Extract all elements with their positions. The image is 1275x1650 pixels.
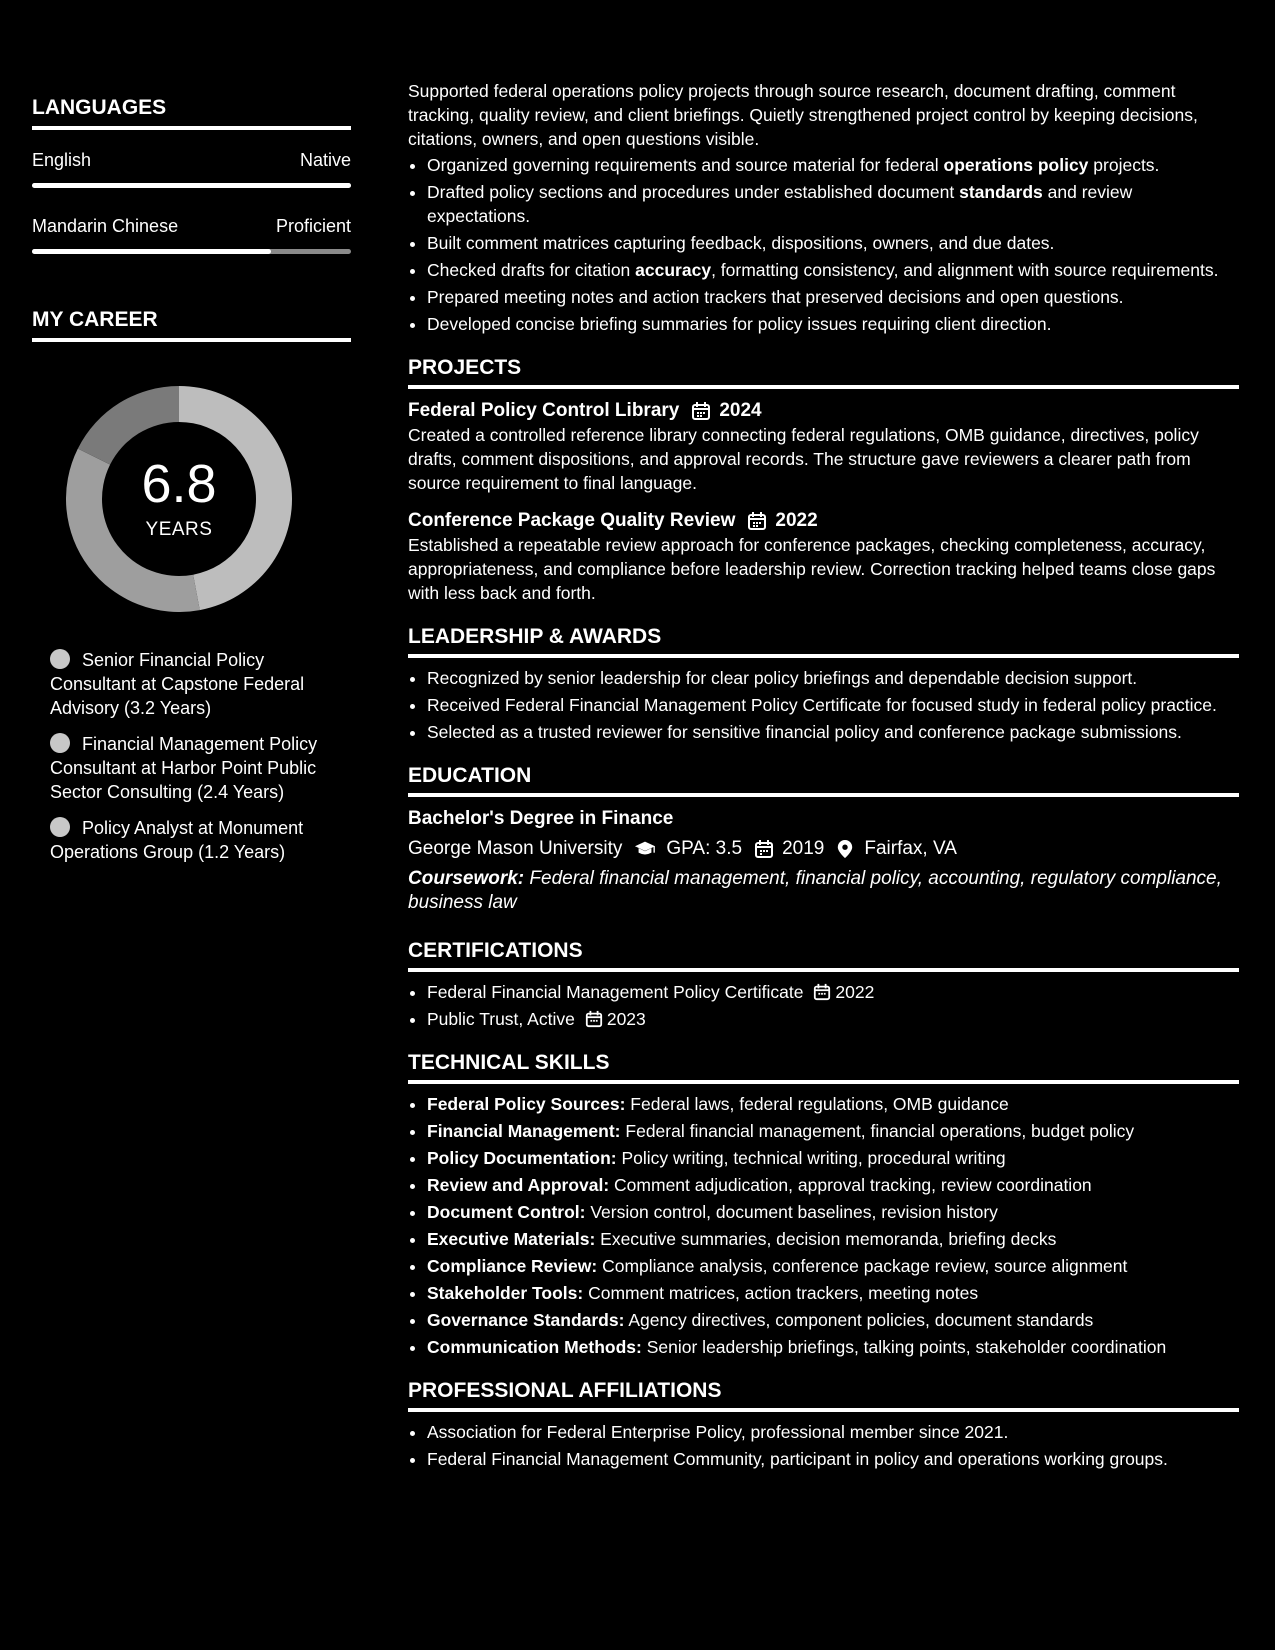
experience-bullets xyxy=(408,153,1239,336)
education-heading: EDUCATION xyxy=(408,762,1239,797)
experience-bullet: • Organized governing requirements and source material for federal operations policy projects. xyxy=(427,153,1239,177)
skill-item: • Financial Management: Federal financial management, financial operations, budget policy xyxy=(427,1119,1239,1143)
languages-list xyxy=(32,150,351,254)
experience-bullet: • Prepared meeting notes and action trackers that preserved decisions and open questions. xyxy=(427,285,1239,309)
project-year: 2024 xyxy=(719,400,762,421)
language-name: Mandarin Chinese xyxy=(32,216,179,236)
certification-item: • Federal Financial Management Policy Certificate 2022 xyxy=(427,980,1239,1004)
career-total-years: 6.8 xyxy=(141,454,217,514)
skill-item: • Compliance Review: Compliance analysis, conference package review, source alignment xyxy=(427,1254,1239,1278)
project-item xyxy=(408,399,1239,495)
career-item-text: Policy Analyst at Monument Operations Group (1.2 Years) xyxy=(50,818,304,862)
leadership-item: • Received Federal Financial Management Policy Certificate for focused study in federal policy practice. xyxy=(427,693,1239,717)
skill-item: • Policy Documentation: Policy writing, technical writing, procedural writing xyxy=(427,1146,1239,1170)
coursework-text: Federal financial management, financial policy, accounting, regulatory compliance, business law xyxy=(408,868,1222,913)
education-details xyxy=(408,837,1239,861)
experience-bullet: • Developed concise briefing summaries for policy issues requiring client direction. xyxy=(427,312,1239,336)
skill-item: • Executive Materials: Executive summaries, decision memoranda, briefing decks xyxy=(427,1227,1239,1251)
career-item xyxy=(50,732,325,804)
language-item xyxy=(32,216,351,254)
skill-item: • Governance Standards: Agency directives, component policies, document standards xyxy=(427,1308,1239,1332)
education-coursework xyxy=(408,867,1239,915)
sidebar xyxy=(32,96,351,876)
calendar-icon xyxy=(747,511,767,531)
skill-item: • Review and Approval: Comment adjudication, approval tracking, review coordination xyxy=(427,1173,1239,1197)
calendar-icon xyxy=(813,983,831,1001)
project-description: Established a repeatable review approach for conference packages, checking completeness, accuracy, appropriateness, and compliance before leadership review. Correction tracking helped teams close gaps with less back and forth. xyxy=(408,535,1216,603)
skill-item: • Federal Policy Sources: Federal laws, federal regulations, OMB guidance xyxy=(427,1092,1239,1116)
career-item xyxy=(50,648,325,720)
career-item-text: Financial Management Policy Consultant at Harbor Point Public Sector Consulting (2.4 Years) xyxy=(50,734,318,802)
experience-bullet: • Drafted policy sections and procedures under established document standards and review expectations. xyxy=(427,180,1239,228)
education-degree: Bachelor's Degree in Finance xyxy=(408,808,674,829)
certifications-heading: CERTIFICATIONS xyxy=(408,937,1239,972)
project-title: Federal Policy Control Library xyxy=(408,400,680,421)
leadership-item: • Selected as a trusted reviewer for sensitive financial policy and conference package submissions. xyxy=(427,720,1239,744)
bullet-dot-icon xyxy=(50,817,70,837)
experience-bullet: • Checked drafts for citation accuracy, formatting consistency, and alignment with source requirements. xyxy=(427,258,1239,282)
skills-list xyxy=(408,1092,1239,1359)
project-year: 2022 xyxy=(775,510,818,531)
calendar-icon xyxy=(691,401,711,421)
project-item xyxy=(408,509,1239,605)
education-school: George Mason University xyxy=(408,838,623,859)
education-location: Fairfax, VA xyxy=(864,838,957,859)
career-item xyxy=(50,816,325,864)
language-level-bar xyxy=(32,183,351,188)
coursework-label: Coursework: xyxy=(408,868,525,889)
certifications-list xyxy=(408,980,1239,1031)
affiliation-item: • Federal Financial Management Community, participant in policy and operations working groups. xyxy=(427,1447,1239,1471)
bullet-dot-icon xyxy=(50,733,70,753)
language-level-fill xyxy=(32,183,351,188)
experience-summary: Supported federal operations policy projects through source research, document drafting, comment tracking, quality review, and client briefings. Quietly strengthened project control by keeping decisions, citations, owners, and open questions visible. xyxy=(408,81,1198,149)
career-total-unit: YEARS xyxy=(145,519,213,540)
location-pin-icon xyxy=(836,839,854,859)
graduation-cap-icon xyxy=(634,839,656,859)
affiliations-list xyxy=(408,1420,1239,1471)
languages-heading: LANGUAGES xyxy=(32,96,351,130)
skill-item: • Stakeholder Tools: Comment matrices, action trackers, meeting notes xyxy=(427,1281,1239,1305)
skill-item: • Communication Methods: Senior leadership briefings, talking points, stakeholder coordination xyxy=(427,1335,1239,1359)
bullet-dot-icon xyxy=(50,649,70,669)
language-level-bar xyxy=(32,249,351,254)
skills-heading: TECHNICAL SKILLS xyxy=(408,1049,1239,1084)
language-level: Proficient xyxy=(275,216,351,236)
language-level-fill xyxy=(32,249,271,254)
career-donut-chart xyxy=(66,386,292,612)
language-item xyxy=(32,150,351,188)
language-name: English xyxy=(32,150,92,170)
language-level: Native xyxy=(299,150,351,170)
calendar-icon xyxy=(754,839,774,859)
leadership-heading: LEADERSHIP & AWARDS xyxy=(408,623,1239,658)
calendar-icon xyxy=(585,1010,603,1028)
project-description: Created a controlled reference library connecting federal regulations, OMB guidance, directives, policy drafts, comment dispositions, and approval records. The structure gave reviewers a clearer path from source requirement to final language. xyxy=(408,425,1199,493)
main-column xyxy=(408,79,1239,1474)
education-gpa: GPA: 3.5 xyxy=(666,838,743,859)
affiliations-heading: PROFESSIONAL AFFILIATIONS xyxy=(408,1377,1239,1412)
project-title: Conference Package Quality Review xyxy=(408,510,736,531)
career-heading: MY CAREER xyxy=(32,308,351,342)
experience-bullet: • Built comment matrices capturing feedback, dispositions, owners, and due dates. xyxy=(427,231,1239,255)
skill-item: • Document Control: Version control, document baselines, revision history xyxy=(427,1200,1239,1224)
leadership-list xyxy=(408,666,1239,744)
projects-heading: PROJECTS xyxy=(408,354,1239,389)
certification-item: • Public Trust, Active 2023 xyxy=(427,1007,1239,1031)
leadership-item: • Recognized by senior leadership for clear policy briefings and dependable decision support. xyxy=(427,666,1239,690)
education-year: 2019 xyxy=(782,838,825,859)
affiliation-item: • Association for Federal Enterprise Policy, professional member since 2021. xyxy=(427,1420,1239,1444)
career-item-text: Senior Financial Policy Consultant at Capstone Federal Advisory (3.2 Years) xyxy=(50,650,305,718)
career-list xyxy=(50,648,325,864)
